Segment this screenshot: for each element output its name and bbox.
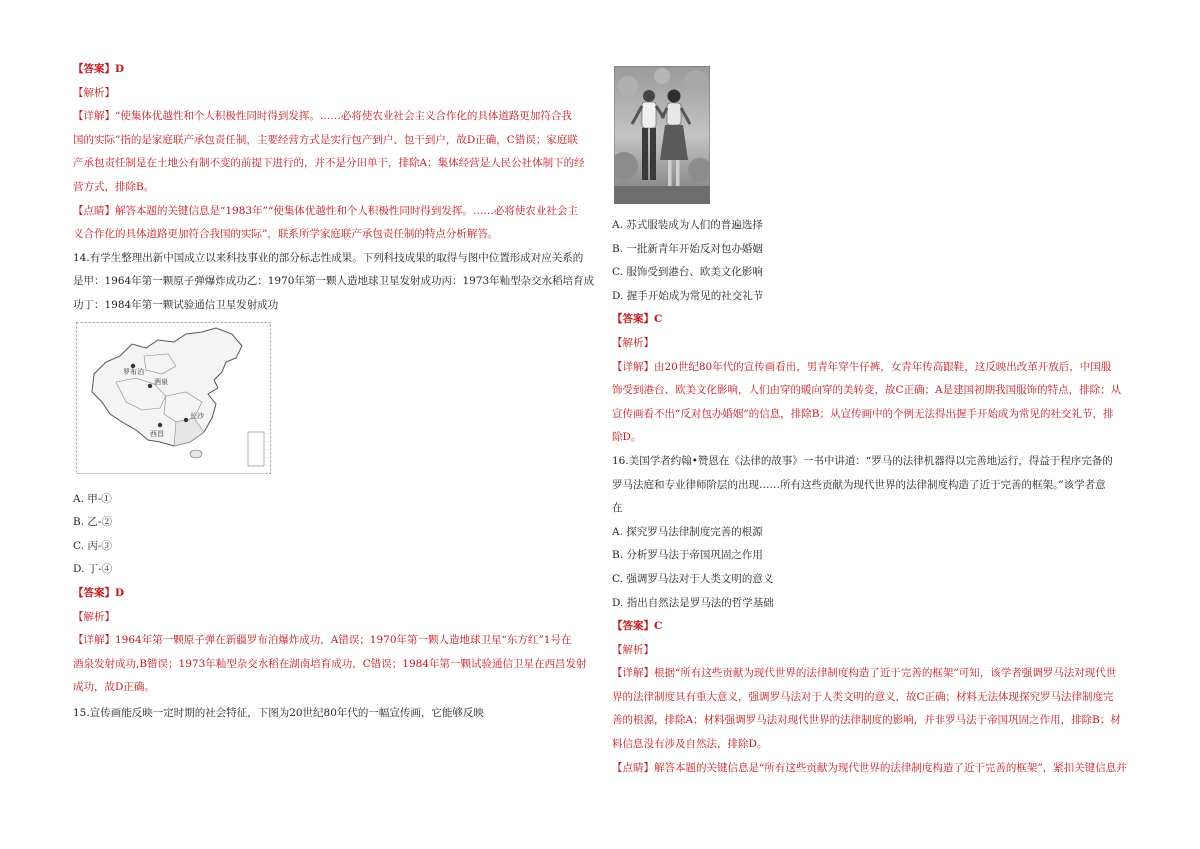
q15-stem: 15.宣传画能反映一定时期的社会特征，下图为20世纪80年代的一幅宣传画，它能够反映	[73, 706, 484, 719]
q14-detail	[73, 629, 603, 700]
q13-tip-line: 【点睛】解答本题的关键信息是“1983年”“使集体优越性和个人积极性同时得到发挥。……必将使农业社会主	[73, 204, 578, 217]
q13-detail-line: 营方式，排除B。	[73, 180, 155, 193]
q15-answer: 【答案】C	[612, 313, 663, 326]
q16-detail-line: 界的法律制度具有重大意义，强调罗马法对于人类文明的意义，故C正确；材料无法体现探究罗马法律制度完	[612, 690, 1114, 703]
q13-detail-line: 产承包责任制是在土地公有制不变的前提下进行的，并不是分田单干，排除A；集体经营是人民公社体制下的经	[73, 157, 585, 170]
q13-detail	[73, 105, 603, 199]
q13-tip	[73, 200, 603, 247]
q13-analysis-label: 【解析】	[73, 86, 115, 99]
q15-detail	[612, 356, 1142, 450]
q14-option-d[interactable]: D. 丁-④	[73, 563, 113, 576]
q14-options	[73, 488, 603, 582]
q16-detail-line: 料信息没有涉及自然法，排除D。	[612, 738, 768, 751]
q15-detail-line: 宣传画看不出“反对包办婚姻”的信息，排除B；从宣传画中的个例无法得出握手开始成为常见的社交礼节，排	[612, 407, 1114, 420]
q15-option-b[interactable]: B. 一批新青年开始反对包办婚姻	[612, 242, 763, 255]
q15-option-d[interactable]: D. 握手开始成为常见的社交礼节	[612, 289, 764, 302]
q16-option-d[interactable]: D. 指出自然法是罗马法的哲学基础	[612, 596, 774, 609]
q16-options	[612, 521, 1142, 615]
q14-detail-line: 酒泉发射成功,B错误；1973年籼型杂交水稻在湖南培育成功，C错误；1984年第一颗试验通信卫星在西昌发射	[73, 657, 587, 670]
q16-option-c[interactable]: C. 强调罗马法对于人类文明的意义	[612, 572, 774, 585]
q14-stem-line: 14.有学生整理出新中国成立以来科技事业的部分标志性成果。下列科技成果的取得与图中位置形成对应关系的	[73, 251, 584, 264]
q16-stem-line: 罗马法庭和专业律师阶层的出现……所有这些贡献为现代世界的法律制度构造了近于完善的框架。”该学者意	[612, 478, 1106, 491]
map-label-1: 罗布泊	[123, 367, 144, 376]
q14-option-b[interactable]: B. 乙-②	[73, 516, 112, 529]
q14-option-a[interactable]: A. 甲-①	[73, 492, 112, 505]
q13-tip-line: 义合作化的具体道路更加符合我国的实际”，联系所学家庭联产承包责任制的特点分析解答。	[73, 228, 499, 241]
map-label-2: 酒泉	[154, 377, 168, 386]
q16-answer: 【答案】C	[612, 620, 663, 633]
q16-tip-line: 【点睛】解答本题的关键信息是“所有这些贡献为现代世界的法律制度构造了近于完善的框架”，紧扣关键信息并	[612, 761, 1127, 774]
q14-detail-line: 【详解】1964年第一颗原子弹在新疆罗布泊爆炸成功，A错误；1970年第一颗人造地球卫星“东方红”1号在	[73, 634, 572, 647]
q14-answer: 【答案】D	[73, 586, 125, 599]
q13-detail-line: 国的实际”指的是家庭联产承包责任制，主要经营方式是实行包产到户、包干到户，故D正确，C错误；家庭联	[73, 133, 578, 146]
china-map-svg	[76, 322, 271, 474]
propaganda-poster-image	[614, 66, 710, 204]
q16-detail-line: 善的根源，排除A；材料强调罗马法对现代世界的法律制度的影响，并非罗马法于帝国巩固之作用，排除B；材	[612, 714, 1121, 727]
q14-analysis-label: 【解析】	[73, 610, 115, 623]
q13-detail-line: 【详解】“使集体优越性和个人积极性同时得到发挥。……必将使农业社会主义合作化的具体道路更加符合我	[73, 110, 572, 123]
q15-options	[612, 214, 1142, 308]
q16-detail-line: 【详解】根据“所有这些贡献为现代世界的法律制度构造了近于完善的框架”可知，该学者强调罗马法对现代世	[612, 667, 1117, 680]
poster-svg	[614, 66, 710, 204]
q15-option-a[interactable]: A. 苏式服装成为人们的普遍选择	[612, 219, 763, 231]
q14-stem	[73, 247, 603, 318]
china-map-figure	[76, 322, 271, 474]
left-column	[73, 58, 603, 725]
q14-stem-line: 是甲：1964年第一颗原子弹爆炸成功乙：1970年第一颗人造地球卫星发射成功丙：1973年籼型杂交水稻培育成	[73, 275, 595, 288]
right-column	[612, 58, 1142, 780]
q16-detail	[612, 662, 1142, 756]
q16-stem-line: 在	[612, 502, 623, 515]
q13-answer: 【答案】D	[73, 63, 125, 75]
q16-tip	[612, 757, 1142, 781]
q15-detail-line: 饰受到港台、欧美文化影响，人们由穿的暖向穿的美转变，故C正确；A是建国初期我国服饰的特点，排除；从	[612, 384, 1122, 397]
map-label-4: 长沙	[190, 411, 204, 420]
q14-stem-line: 功丁：1984年第一颗试验通信卫星发射成功	[73, 298, 279, 311]
q16-option-b[interactable]: B. 分析罗马法于帝国巩固之作用	[612, 549, 763, 562]
q16-stem	[612, 450, 1142, 521]
q15-option-c[interactable]: C. 服饰受到港台、欧美文化影响	[612, 266, 763, 279]
q16-analysis-label: 【解析】	[612, 643, 654, 656]
map-label-3: 西昌	[150, 429, 164, 438]
q16-option-a[interactable]: A. 探究罗马法律制度完善的根源	[612, 525, 763, 538]
q14-detail-line: 成功，故D正确。	[73, 681, 155, 694]
q15-analysis-label: 【解析】	[612, 336, 654, 349]
q15-detail-line: 除D。	[612, 431, 642, 444]
q16-stem-line: 16.美国学者约翰•赞恩在《法律的故事》一书中讲道：“罗马的法律机器得以完善地运行，得益于程序完备的	[612, 454, 1113, 467]
q15-detail-line: 【详解】由20世纪80年代的宣传画看出，男青年穿牛仔裤，女青年传高跟鞋，这反映出改革开放后，中国服	[612, 360, 1112, 373]
q14-option-c[interactable]: C. 丙-③	[73, 539, 112, 552]
